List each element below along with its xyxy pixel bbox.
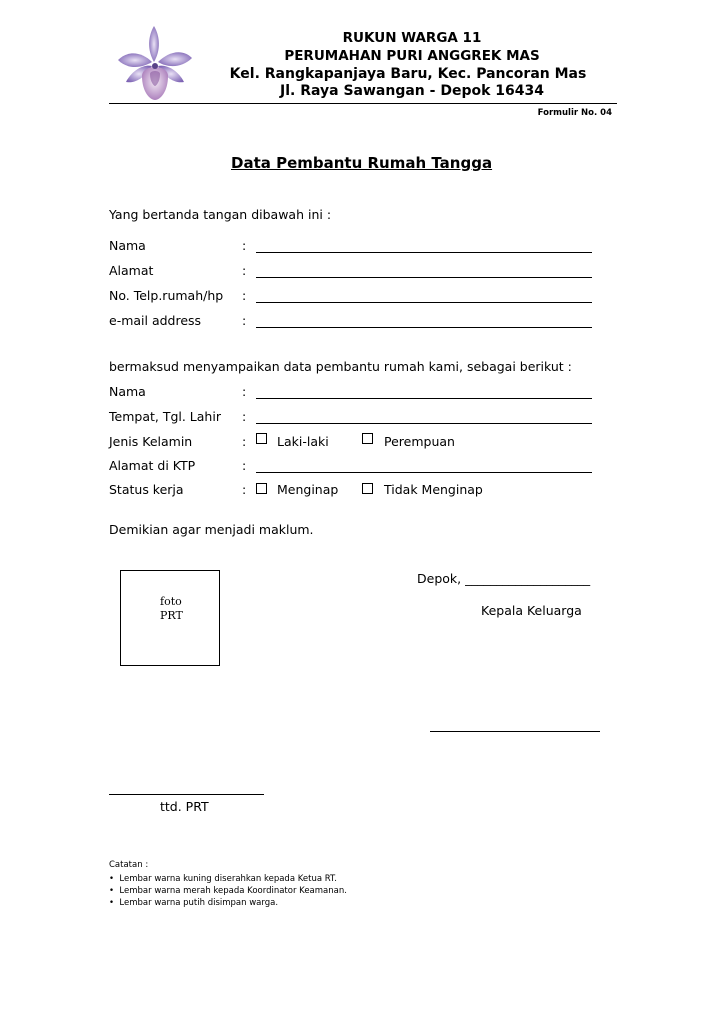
header-line-2: PERUMAHAN PURI ANGGREK MAS bbox=[284, 48, 540, 64]
owner-email-label: e-mail address bbox=[109, 313, 202, 328]
owner-name-field[interactable] bbox=[256, 252, 592, 253]
colon: : bbox=[242, 263, 247, 278]
helper-name-field[interactable] bbox=[256, 398, 592, 399]
form-number: Formulir No. 04 bbox=[537, 108, 612, 118]
purpose-text: bermaksud menyampaikan data pembantu rumah kami, sebagai berikut : bbox=[109, 359, 572, 374]
photo-label-1: foto bbox=[160, 595, 182, 608]
header-line-1: RUKUN WARGA 11 bbox=[342, 30, 482, 46]
status-live-out-checkbox[interactable] bbox=[362, 483, 373, 494]
head-signature-line bbox=[430, 731, 600, 732]
owner-name-label: Nama bbox=[109, 238, 146, 253]
helper-status-label: Status kerja bbox=[109, 482, 184, 497]
helper-ktp-address-label: Alamat di KTP bbox=[109, 458, 196, 473]
prt-sign-label: ttd. PRT bbox=[160, 799, 209, 814]
owner-email-field[interactable] bbox=[256, 327, 592, 328]
place-date: Depok, ____________________ bbox=[417, 571, 591, 586]
status-live-in-checkbox[interactable] bbox=[256, 483, 267, 494]
gender-male-label: Laki-laki bbox=[277, 434, 329, 449]
notes-item: • Lembar warna putih disimpan warga. bbox=[109, 898, 279, 908]
owner-phone-label: No. Telp.rumah/hp bbox=[109, 288, 224, 303]
closing-text: Demikian agar menjadi maklum. bbox=[109, 522, 314, 537]
colon: : bbox=[242, 313, 247, 328]
notes-heading: Catatan : bbox=[109, 860, 149, 870]
notes-item-text: Lembar warna putih disimpan warga. bbox=[119, 898, 279, 908]
gender-male-checkbox[interactable] bbox=[256, 433, 267, 444]
header-divider bbox=[109, 103, 617, 104]
colon: : bbox=[242, 238, 247, 253]
helper-birth-label: Tempat, Tgl. Lahir bbox=[109, 409, 221, 424]
notes-item: • Lembar warna merah kepada Koordinator Keamanan. bbox=[109, 886, 347, 896]
prt-signature-line bbox=[109, 794, 264, 795]
notes-item-text: Lembar warna kuning diserahkan kepada Ketua RT. bbox=[119, 874, 337, 884]
colon: : bbox=[242, 482, 247, 497]
page-title: Data Pembantu Rumah Tangga bbox=[231, 154, 493, 172]
colon: : bbox=[242, 458, 247, 473]
photo-label-2: PRT bbox=[160, 609, 183, 622]
owner-address-field[interactable] bbox=[256, 277, 592, 278]
orchid-logo bbox=[114, 24, 196, 104]
colon: : bbox=[242, 384, 247, 399]
intro-text: Yang bertanda tangan dibawah ini : bbox=[109, 207, 332, 222]
header-line-3: Kel. Rangkapanjaya Baru, Kec. Pancoran Mas bbox=[229, 66, 587, 82]
colon: : bbox=[242, 434, 247, 449]
owner-address-label: Alamat bbox=[109, 263, 154, 278]
status-live-in-label: Menginap bbox=[277, 482, 339, 497]
notes-item-text: Lembar warna merah kepada Koordinator Keamanan. bbox=[119, 886, 347, 896]
notes-item: • Lembar warna kuning diserahkan kepada Ketua RT. bbox=[109, 874, 337, 884]
helper-gender-label: Jenis Kelamin bbox=[109, 434, 193, 449]
helper-birth-field[interactable] bbox=[256, 423, 592, 424]
gender-female-checkbox[interactable] bbox=[362, 433, 373, 444]
status-live-out-label: Tidak Menginap bbox=[384, 482, 483, 497]
colon: : bbox=[242, 288, 247, 303]
helper-ktp-address-field[interactable] bbox=[256, 472, 592, 473]
owner-phone-field[interactable] bbox=[256, 302, 592, 303]
helper-name-label: Nama bbox=[109, 384, 146, 399]
gender-female-label: Perempuan bbox=[384, 434, 455, 449]
colon: : bbox=[242, 409, 247, 424]
signer-title: Kepala Keluarga bbox=[481, 603, 582, 618]
header-line-4: Jl. Raya Sawangan - Depok 16434 bbox=[280, 83, 544, 99]
